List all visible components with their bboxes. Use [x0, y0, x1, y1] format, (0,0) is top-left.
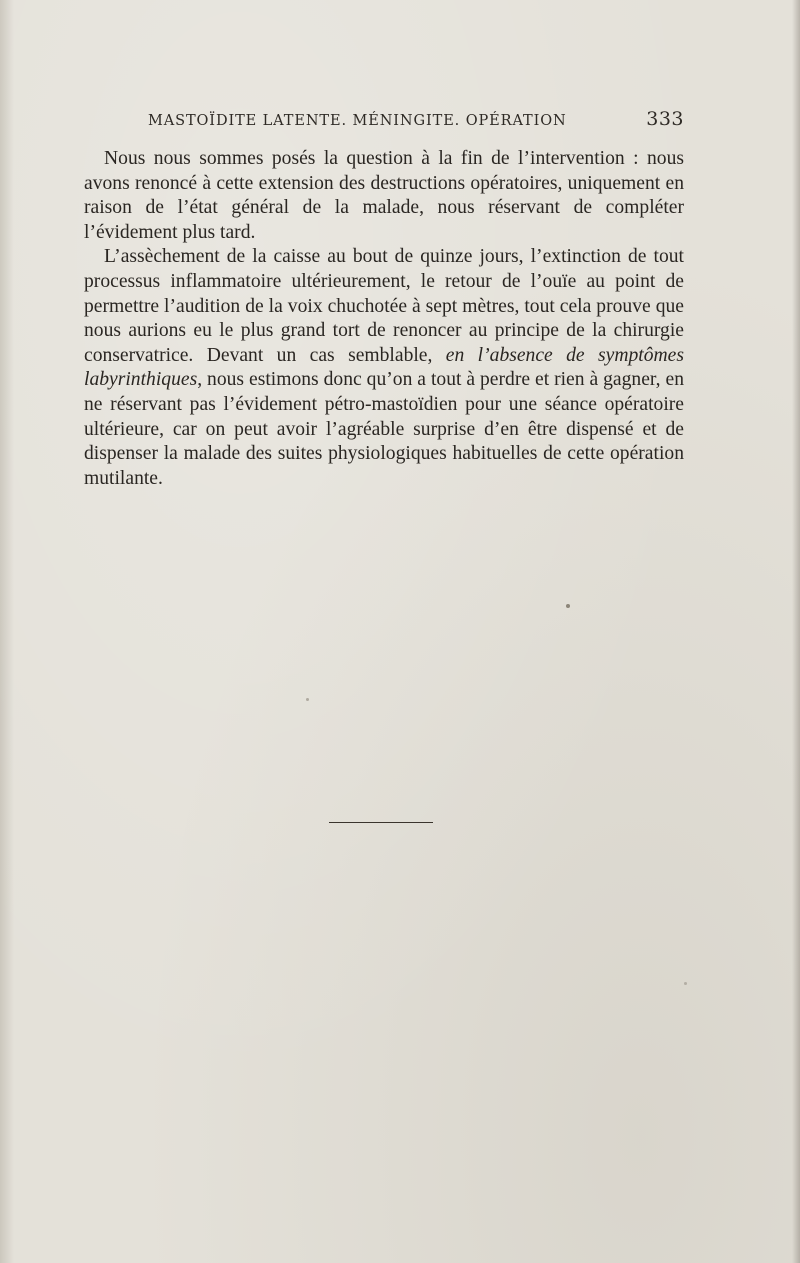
paper-speck: [566, 604, 570, 608]
page-number: 333: [646, 108, 684, 130]
paper-speck: [684, 982, 687, 985]
running-head: [148, 108, 684, 132]
paragraph-2: [84, 245, 684, 491]
paper-speck: [306, 698, 309, 701]
paragraph-1: Nous nous sommes posés la question à la fin de l’intervention : nous avons renoncé à cette extension des destructions opératoires, uniquement en raison de l’état général de la malade, nous réservant de compléter l’évidement plus tard.: [84, 148, 684, 243]
paragraph-2-italic: en l’absence de symptômes labyrinthiques: [84, 344, 684, 391]
running-title: MASTOÏDITE LATENTE. MÉNINGITE. OPÉRATION: [148, 113, 567, 129]
body-text: [84, 147, 684, 491]
paragraph-2-after: , nous estimons donc qu’on a tout à perdre et rien à gagner, en ne réservant pas l’évidement pétro-mastoïdien pour une séance opératoire ultérieure, car on peut avoir l’agréable surprise d’en être dispensé et de dispenser la malade des suites physiologiques habituelles de cette opération mutilante.: [84, 369, 684, 489]
paragraph-2-before: L’assèchement de la caisse au bout de quinze jours, l’extinction de tout processus inflammatoire ultérieurement, le retour de l’ouïe au point de permettre l’audition de la voix chuchotée à sept mètres, tout cela prouve que nous aurions eu le plus grand tort de renoncer au principe de la chirurgie conservatrice. Devant un cas semblable,: [84, 246, 684, 366]
end-rule: [329, 822, 433, 823]
